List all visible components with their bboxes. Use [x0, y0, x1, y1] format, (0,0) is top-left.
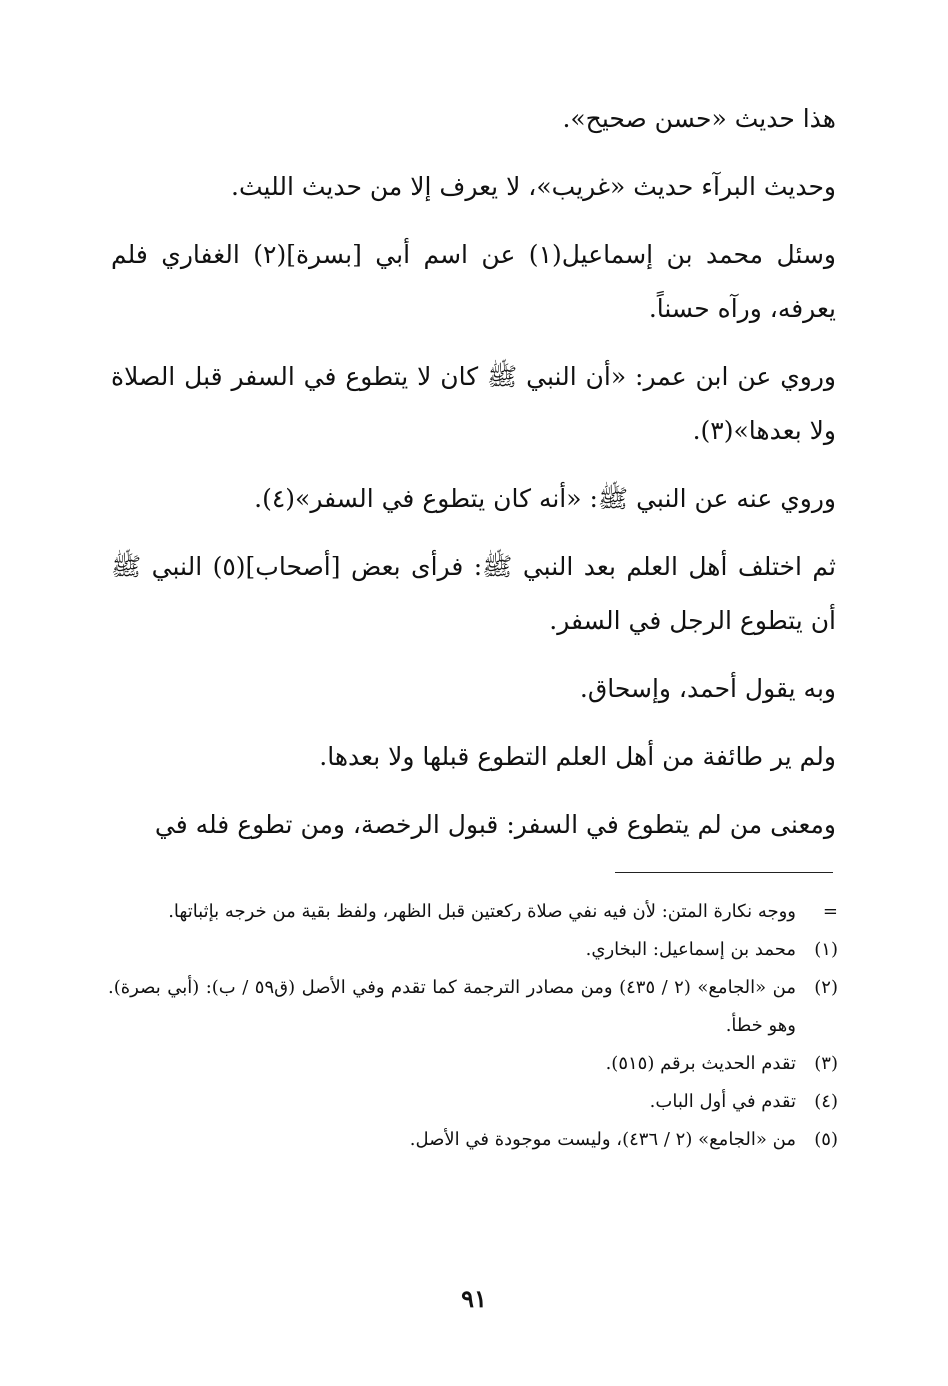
paragraph-4: وروي عن ابن عمر: «أن النبي ﷺ كان لا يتطوع في السفر قبل الصلاة ولا بعدها»(٣). — [111, 362, 836, 445]
footnote-2 — [108, 969, 838, 1045]
footnote-number: (٤) — [814, 1091, 838, 1112]
footnote-4 — [108, 1083, 838, 1121]
footnote-separator — [615, 872, 833, 873]
footnote-continuation — [108, 893, 838, 931]
footnote-text: ووجه نكارة المتن: لأن فيه نفي صلاة ركعتين قبل الظهر، ولفظ بقية من خرجه بإثباتها. — [168, 901, 796, 922]
footnote-number: (٢) — [814, 977, 838, 998]
footnote-text: تقدم الحديث برقم (٥١٥). — [605, 1053, 796, 1074]
footnote-number: (٥) — [814, 1129, 838, 1150]
footnote-number: (١) — [814, 939, 838, 960]
paragraph-6: ثم اختلف أهل العلم بعد النبي ﷺ: فرأى بعض [أصحاب](٥) النبي ﷺ أن يتطوع الرجل في السفر. — [111, 552, 836, 635]
footnote-marker: = — [822, 901, 838, 922]
footnote-text: محمد بن إسماعيل: البخاري. — [585, 939, 796, 960]
paragraph-5: وروي عنه عن النبي ﷺ: «أنه كان يتطوع في السفر»(٤). — [254, 484, 836, 513]
paragraph-2: وحديث البرآء حديث «غريب»، لا يعرف إلا من حديث الليث. — [231, 172, 836, 201]
main-text — [111, 92, 836, 852]
footnote-5 — [108, 1121, 838, 1159]
paragraph-1: هذا حديث «حسن صحيح». — [562, 104, 836, 133]
footnote-1 — [108, 931, 838, 969]
footnotes — [108, 893, 838, 1159]
page-number: ٩١ — [461, 1284, 487, 1313]
paragraph-8: ولم ير طائفة من أهل العلم التطوع قبلها ولا بعدها. — [319, 742, 836, 771]
paragraph-3: وسئل محمد بن إسماعيل(١) عن اسم أبي [بسرة](٢) الغفاري فلم يعرفه، ورآه حسناً. — [111, 240, 836, 323]
footnote-text: من «الجامع» (٢ / ٤٣٥) ومن مصادر الترجمة كما تقدم وفي الأصل (ق٥٩ / ب): (أبي بصرة). وهو خطأ. — [108, 977, 797, 1036]
footnote-number: (٣) — [814, 1053, 838, 1074]
paragraph-9: ومعنى من لم يتطوع في السفر: قبول الرخصة، ومن تطوع فله في — [154, 810, 836, 839]
footnote-text: من «الجامع» (٢ / ٤٣٦)، وليست موجودة في الأصل. — [409, 1129, 796, 1150]
footnote-3 — [108, 1045, 838, 1083]
paragraph-7: وبه يقول أحمد، وإسحاق. — [579, 674, 836, 703]
footnote-text: تقدم في أول الباب. — [649, 1091, 796, 1112]
